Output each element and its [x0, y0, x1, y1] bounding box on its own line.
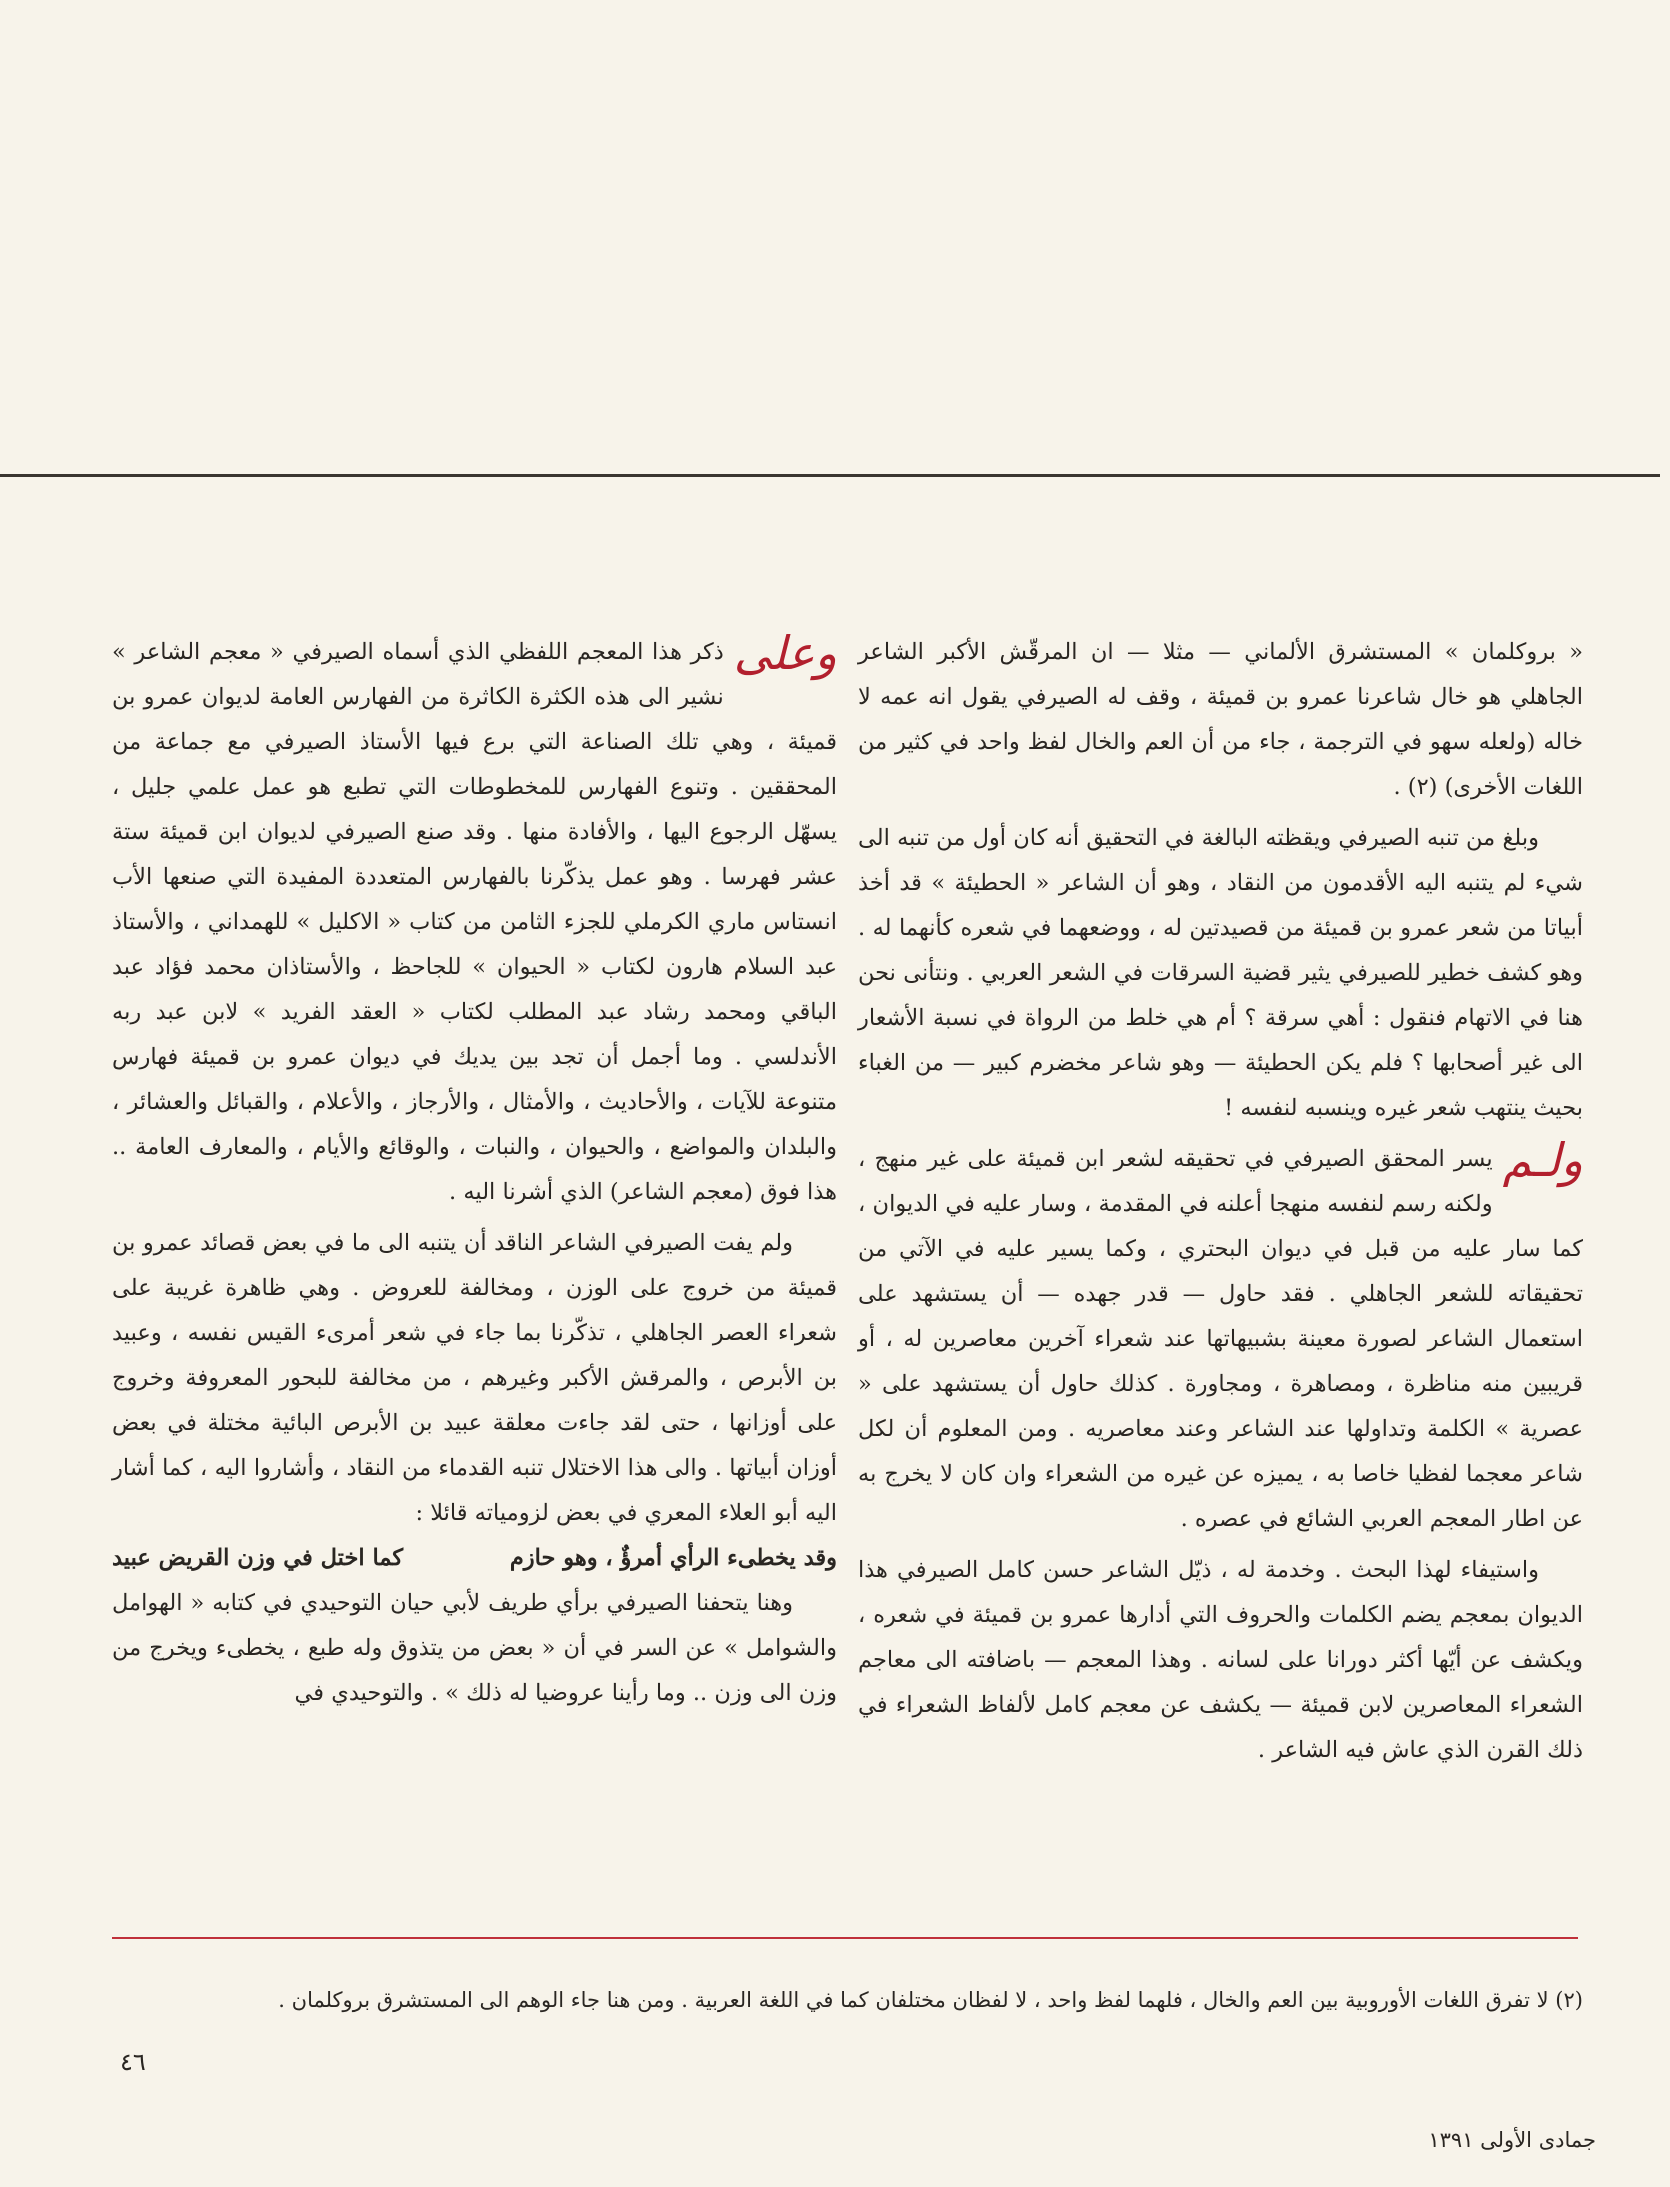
page-number: ٤٦	[120, 2048, 146, 2076]
paragraph-5-text: ذكر هذا المعجم اللفظي الذي أسماه الصيرفي « معجم الشاعر » نشير الى هذه الكثرة الكاثرة من الفهارس العامة لديوان عمرو بن قميئة ، وهي تلك الصناعة التي برع فيها الأستاذ الصيرفي مع جماعة من المحققين . وتنوع الفهارس للمخطوطات التي تطبع هو عمل علمي جليل ، يسهّل الرجوع اليها ، والأفادة منها . وقد صنع الصيرفي لديوان ابن قميئة ستة عشر فهرسا . وهو عمل يذكّرنا بالفهارس المتعددة المفيدة التي صنعها الأب انستاس ماري الكرملي للجزء الثامن من كتاب « الاكليل » للهمداني ، والأستاذ عبد السلام هارون لكتاب « الحيوان » للجاحظ ، والأستاذان محمد فؤاد عبد الباقي ومحمد رشاد عبد المطلب لكتاب « العقد الفريد » لابن عبد ربه الأندلسي . وما أجمل أن تجد بين يديك في ديوان عمرو بن قميئة فهارس متنوعة للآيات ، والأحاديث ، والأمثال ، والأرجاز ، والأعلام ، والقبائل والعشائر ، والبلدان والمواضع ، والحيوان ، والنبات ، والوقائع والأيام ، والمعارف العامة .. هذا فوق (معجم الشاعر) الذي أشرنا اليه .	[112, 639, 837, 1205]
right-column	[858, 630, 1583, 1773]
paragraph-1: « بروكلمان » المستشرق الألماني — مثلا — ان المرقّش الأكبر الشاعر الجاهلي هو خال شاعرنا عمرو بن قميئة ، وقف له الصيرفي يقول انه عمه لا خاله (ولعله سهو في الترجمة ، جاء من أن العم والخال لفظ واحد في كثير من اللغات الأخرى) (٢) .	[858, 639, 1583, 800]
paragraph-3-text: يسر المحقق الصيرفي في تحقيقه لشعر ابن قميئة على غير منهج ، ولكنه رسم لنفسه منهجا أعلنه في المقدمة ، وسار عليه في الديوان ، كما سار عليه من قبل في ديوان البحتري ، وكما يسير عليه في الآتي من تحقيقاته للشعر الجاهلي . فقد حاول — قدر جهده — أن يستشهد على استعمال الشاعر لصورة معينة بشبيهاتها عند شعراء آخرين معاصرين له ، أو قريبين منه مناظرة ، ومصاهرة ، ومجاورة . كذلك حاول أن يستشهد على « عصرية » الكلمة وتداولها عند الشاعر وعند معاصريه . ومن المعلوم أن لكل شاعر معجما لفظيا خاصا به ، يميزه عن غيره من الشعراء وان كان لا يخرج به عن اطار المعجم العربي الشائع في عصره .	[858, 1146, 1583, 1532]
footnote-rule	[112, 1937, 1578, 1939]
paragraph-2: وبلغ من تنبه الصيرفي ويقظته البالغة في التحقيق أنه كان أول من تنبه الى شيء لم يتنبه اليه الأقدمون من النقاد ، وهو أن الشاعر « الحطيئة » قد أخذ أبياتا من شعر عمرو بن قميئة من قصيدتين له ، ووضعهما في شعره كأنهما له . وهو كشف خطير للصيرفي يثير قضية السرقات في الشعر العربي . ونتأنى نحن هنا في الاتهام فنقول : أهي سرقة ؟ أم هي خلط من الرواة في نسبة الأشعار الى غير أصحابها ؟ فلم يكن الحطيئة — وهو شاعر مخضرم كبير — من الغباء بحيث ينتهب شعر غيره وينسبه لنفسه !	[858, 825, 1583, 1121]
decorative-initial: وعلى	[733, 626, 837, 680]
paragraph-3	[858, 1133, 1583, 1542]
header-rule	[0, 474, 1660, 477]
paragraph-5	[112, 626, 837, 1215]
verse-second-hemistich: كما اختل في وزن القريض عبيد	[112, 1545, 404, 1571]
left-column	[112, 626, 837, 1716]
verse-first-hemistich: وقد يخطىء الرأي أمرؤٌ ، وهو حازم	[509, 1545, 837, 1571]
paragraph-6: ولم يفت الصيرفي الشاعر الناقد أن يتنبه الى ما في بعض قصائد عمرو بن قميئة من خروج على الوزن ، ومخالفة للعروض . وهي ظاهرة غريبة على شعراء العصر الجاهلي ، تذكّرنا بما جاء في شعر أمرىء القيس نفسه ، وعبيد بن الأبرص ، والمرقش الأكبر وغيرهم ، من مخالفة للبحور المعروفة وخروج على أوزانها ، حتى لقد جاءت معلقة عبيد بن الأبرص البائية مختلة في بعض أوزان أبياتها . والى هذا الاختلال تنبه القدماء من النقاد ، وأشاروا اليه ، كما أشار اليه أبو العلاء المعري في بعض لزومياته قائلا :	[112, 1230, 837, 1526]
poetry-verse	[112, 1536, 837, 1581]
decorative-initial: ولـم	[1502, 1133, 1583, 1187]
issue-date: جمادى الأولى ١٣٩١	[1428, 2128, 1596, 2152]
footnote: (٢) لا تفرق اللغات الأوروبية بين العم والخال ، فلهما لفظ واحد ، لا لفظان مختلفان كما في اللغة العربية . ومن هنا جاء الوهم الى المستشرق بروكلمان .	[278, 1988, 1583, 2012]
paragraph-7: وهنا يتحفنا الصيرفي برأي طريف لأبي حيان التوحيدي في كتابه « الهوامل والشوامل » عن السر في أن « بعض من يتذوق وله طبع ، يخطىء ويخرج من وزن الى وزن .. وما رأينا عروضيا له ذلك » . والتوحيدي في	[112, 1590, 837, 1706]
paragraph-4: واستيفاء لهذا البحث . وخدمة له ، ذيّل الشاعر حسن كامل الصيرفي هذا الديوان بمعجم يضم الكلمات والحروف التي أدارها عمرو بن قميئة في شعره ، ويكشف عن أيّها أكثر دورانا على لسانه . وهذا المعجم — باضافته الى معاجم الشعراء المعاصرين لابن قميئة — يكشف عن معجم كامل لألفاظ الشعراء في ذلك القرن الذي عاش فيه الشاعر .	[858, 1557, 1583, 1763]
